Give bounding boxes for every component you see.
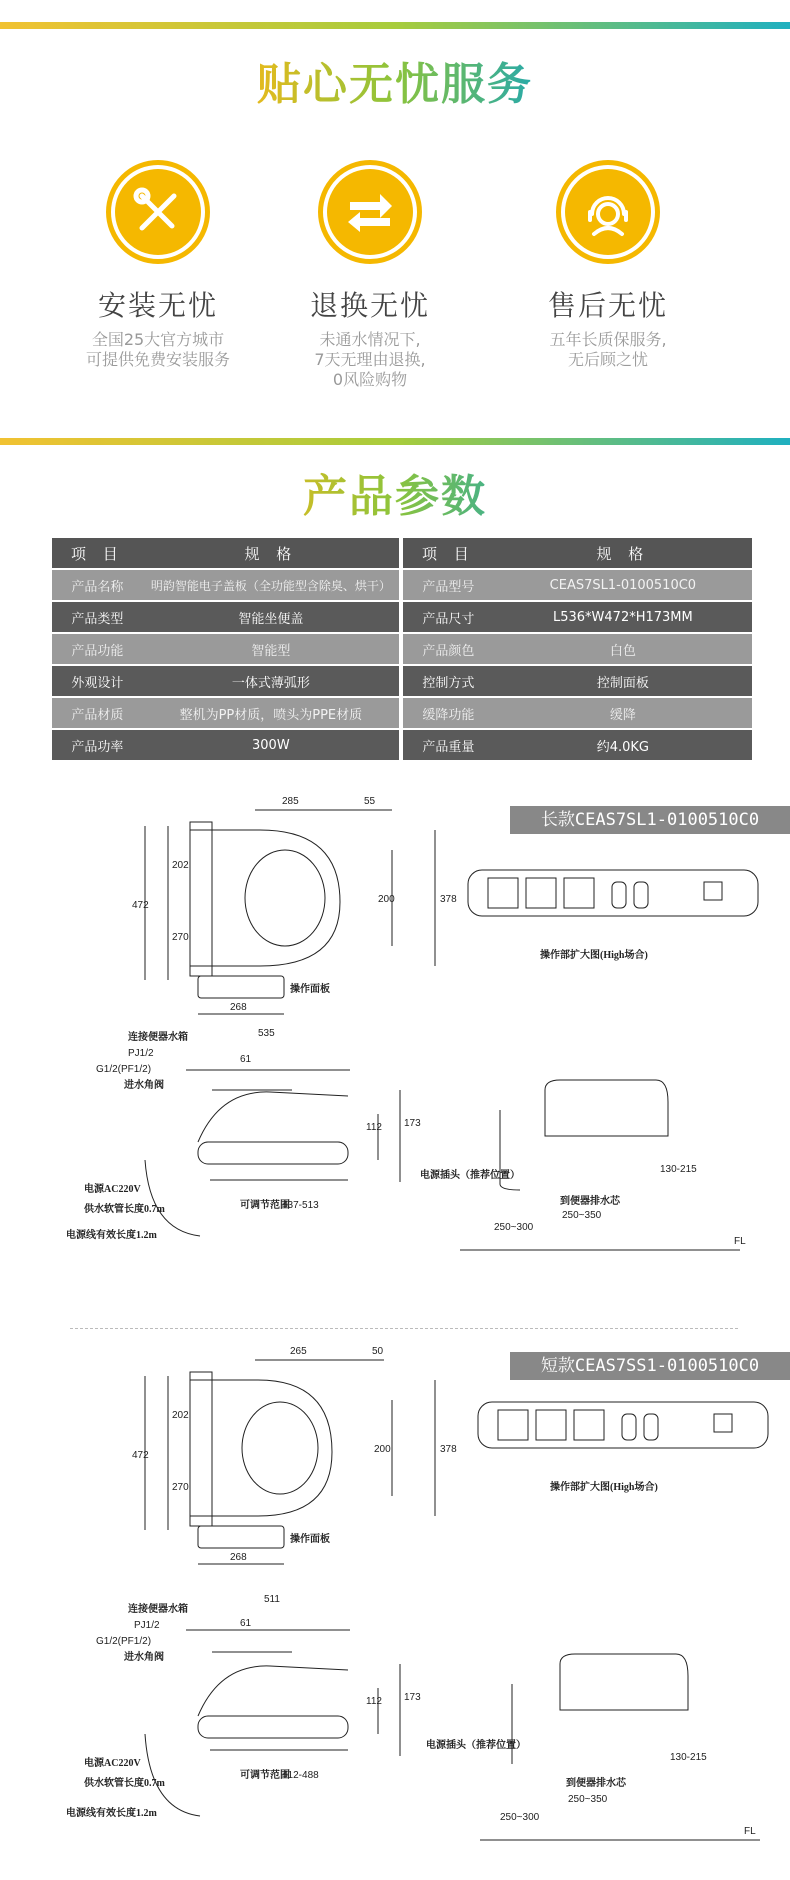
side-label: G1/2(PF1/2) — [96, 1636, 152, 1647]
rear-socket: 电源插头（推荐位置） — [426, 1740, 526, 1751]
table-row — [52, 602, 752, 634]
wrench-screwdriver-icon — [115, 169, 201, 255]
param-label: 控制方式 — [403, 666, 494, 698]
header-item: 项 目 — [403, 538, 494, 570]
service-exchange-line: 7天无理由退换, — [314, 350, 426, 369]
header-spec: 规 格 — [494, 538, 752, 570]
service-exchange-line: 未通水情况下, — [319, 330, 421, 349]
params-title: 产品参数 — [0, 460, 790, 524]
param-label: 产品尺寸 — [403, 602, 494, 634]
dim-h1: 202 — [172, 860, 189, 871]
table-row — [52, 666, 752, 698]
model-tag-long: 长款CEAS7SL1-0100510C0 — [510, 806, 790, 834]
service-item-exchange — [270, 160, 470, 390]
side-label: PJ1/2 — [134, 1620, 160, 1631]
side-label: 进水角阀 — [124, 1080, 164, 1091]
dim-right: 378 — [440, 894, 457, 905]
rear-d2: 250~300 — [494, 1222, 534, 1233]
range-value: 412-488 — [282, 1770, 319, 1781]
param-value: 整机为PP材质，喷头为PPE材质 — [143, 698, 399, 730]
param-value: 控制面板 — [494, 666, 752, 698]
service-aftersales-title: 售后无忧 — [547, 289, 668, 322]
service-title: 贴心无忧服务 — [0, 48, 790, 112]
side-112: 112 — [366, 1122, 382, 1133]
top-gradient-bar — [0, 22, 790, 29]
side-height: 173 — [404, 1692, 421, 1703]
param-label: 缓降功能 — [403, 698, 494, 730]
service-install-title: 安装无忧 — [97, 289, 218, 322]
rear-d1: 130-215 — [660, 1164, 697, 1175]
param-label: 产品名称 — [52, 570, 143, 602]
panel-caption: 操作部扩大图(High场合) — [550, 1482, 658, 1493]
rear-center: 到便器排水芯 — [560, 1196, 620, 1207]
side-61: 61 — [240, 1054, 252, 1065]
param-label: 产品材质 — [52, 698, 143, 730]
param-value: 智能坐便盖 — [143, 602, 399, 634]
side-label: 电源线有效长度1.2m — [66, 1230, 157, 1241]
dim-h2: 270 — [172, 1482, 189, 1493]
side-length: 511 — [264, 1594, 280, 1605]
side-label: G1/2(PF1/2) — [96, 1064, 152, 1075]
param-label: 产品型号 — [403, 570, 494, 602]
param-value: 白色 — [494, 634, 752, 666]
side-label: 供水软管长度0.7m — [84, 1778, 165, 1789]
params-table — [52, 538, 752, 762]
rear-d1: 130-215 — [670, 1752, 707, 1763]
rear-fl: FL — [744, 1826, 756, 1837]
dim-a: 265 — [290, 1346, 307, 1357]
side-61: 61 — [240, 1618, 252, 1629]
side-label: 电源AC220V — [84, 1758, 141, 1769]
panel-label: 操作面板 — [290, 1534, 330, 1545]
side-label: 电源AC220V — [84, 1184, 141, 1195]
range-label: 可调节范围 — [240, 1770, 290, 1781]
table-header-row — [52, 538, 752, 570]
table-row — [52, 730, 752, 762]
customer-service-icon — [565, 169, 651, 255]
side-label: 连接便器水箱 — [128, 1032, 188, 1043]
param-value: 智能型 — [143, 634, 399, 666]
table-row — [52, 570, 752, 602]
side-label: 进水角阀 — [124, 1652, 164, 1663]
drawing-long — [0, 790, 790, 1290]
range-label: 可调节范围 — [240, 1200, 290, 1211]
table-row — [52, 634, 752, 666]
range-value: 437-513 — [282, 1200, 319, 1211]
dim-b: 50 — [372, 1346, 384, 1357]
side-label: 电源线有效长度1.2m — [66, 1808, 157, 1819]
param-label: 产品功率 — [52, 730, 143, 762]
exchange-arrows-icon — [327, 169, 413, 255]
rear-center: 到便器排水芯 — [566, 1778, 626, 1789]
header-item: 项 目 — [52, 538, 143, 570]
rear-socket: 电源插头（推荐位置） — [420, 1170, 520, 1181]
param-label: 产品功能 — [52, 634, 143, 666]
param-value: 300W — [143, 730, 399, 762]
service-item-aftersales — [508, 160, 708, 370]
drawing-short — [0, 1340, 790, 1870]
table-row — [52, 698, 752, 730]
rear-fl: FL — [734, 1236, 746, 1247]
dim-h1: 202 — [172, 1410, 189, 1421]
dim-h2: 270 — [172, 932, 189, 943]
dim-inner: 200 — [374, 1444, 391, 1455]
side-label: 连接便器水箱 — [128, 1604, 188, 1615]
dim-base: 268 — [230, 1002, 247, 1013]
param-value: 缓降 — [494, 698, 752, 730]
dim-right: 378 — [440, 1444, 457, 1455]
dim-total: 472 — [132, 900, 149, 911]
mid-gradient-bar — [0, 438, 790, 445]
service-exchange-line: 0风险购物 — [332, 370, 408, 389]
side-label: 供水软管长度0.7m — [84, 1204, 165, 1215]
dim-inner: 200 — [378, 894, 395, 905]
side-length: 535 — [258, 1028, 275, 1039]
param-label: 产品重量 — [403, 730, 494, 762]
param-value: 约4.0KG — [494, 730, 752, 762]
dim-b: 55 — [364, 796, 376, 807]
param-value: CEAS7SL1-0100510C0 — [494, 570, 752, 602]
dim-total: 472 — [132, 1450, 149, 1461]
model-tag-short: 短款CEAS7SS1-0100510C0 — [510, 1352, 790, 1380]
panel-caption: 操作部扩大图(High场合) — [540, 950, 648, 961]
param-label: 外观设计 — [52, 666, 143, 698]
service-install-line: 可提供免费安装服务 — [85, 350, 230, 369]
service-exchange-title: 退换无忧 — [309, 289, 430, 322]
rear-d3: 250~350 — [568, 1794, 608, 1805]
param-value: L536*W472*H173MM — [494, 602, 752, 634]
dim-base: 268 — [230, 1552, 247, 1563]
service-aftersales-line: 五年长质保服务, — [549, 330, 667, 349]
param-value: 明韵智能电子盖板（全功能型含除臭、烘干） — [143, 570, 399, 602]
side-112: 112 — [366, 1696, 382, 1707]
header-spec: 规 格 — [143, 538, 399, 570]
side-height: 173 — [404, 1118, 421, 1129]
service-install-line: 全国25大官方城市 — [91, 330, 225, 349]
service-aftersales-line: 无后顾之忧 — [567, 350, 648, 369]
section-divider — [70, 1328, 738, 1329]
dim-a: 285 — [282, 796, 299, 807]
rear-d3: 250~350 — [562, 1210, 602, 1221]
service-item-install — [58, 160, 258, 370]
rear-d2: 250~300 — [500, 1812, 540, 1823]
panel-label: 操作面板 — [290, 984, 330, 995]
param-label: 产品类型 — [52, 602, 143, 634]
param-value: 一体式薄弧形 — [143, 666, 399, 698]
param-label: 产品颜色 — [403, 634, 494, 666]
side-label: PJ1/2 — [128, 1048, 154, 1059]
